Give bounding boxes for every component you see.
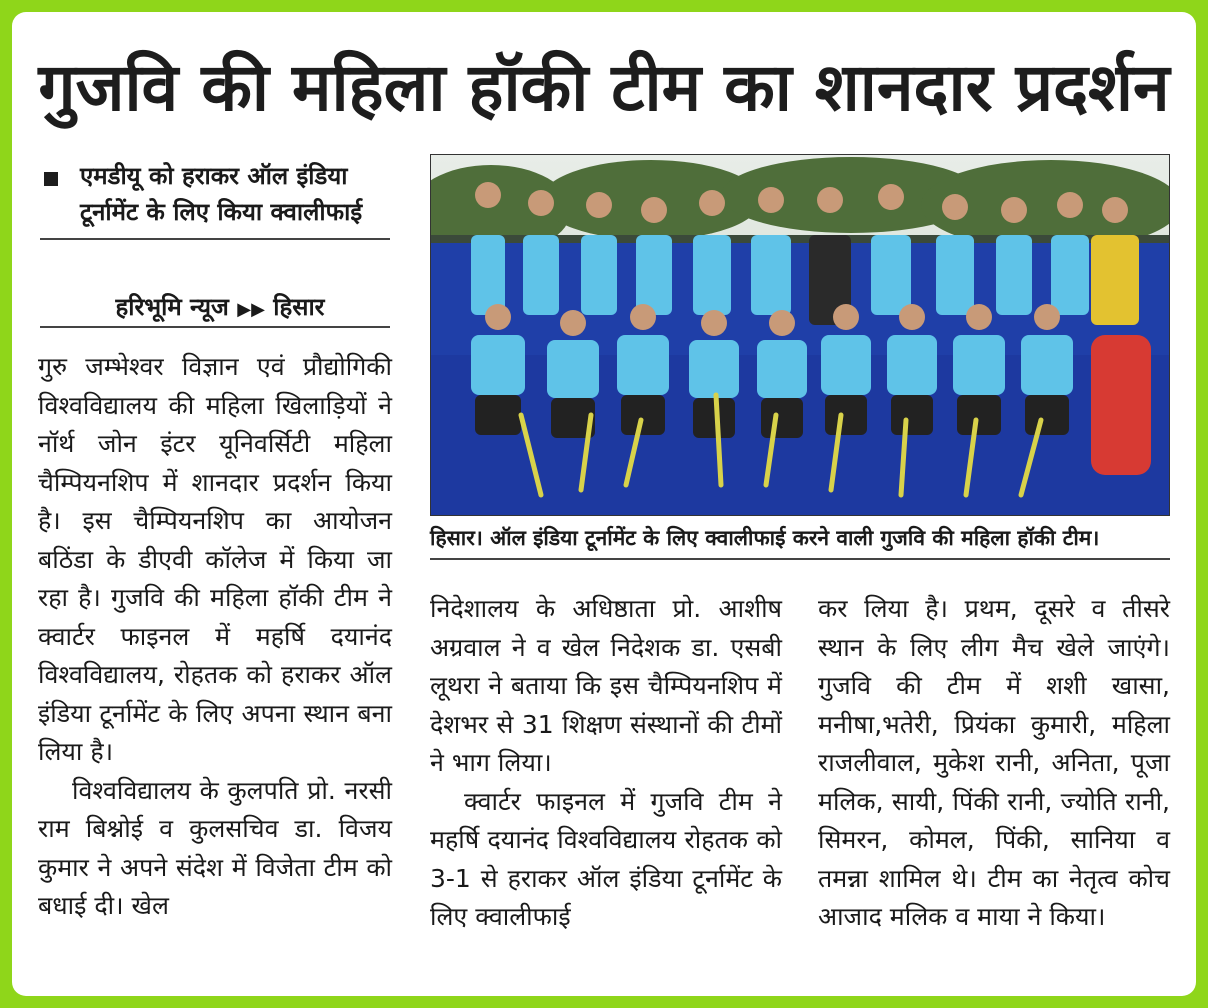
paragraph: कर लिया है। प्रथम, दूसरे व तीसरे स्थान के लिए लीग मैच खेले जाएंगे। गुजवि की टीम में शशी खासा, मनीषा,भतेरी, प्रियंका कुमारी, महिला राजलीवाल, मुकेश रानी, अनिता, पूजा मलिक, सायी, पिंकी रानी, ज्योति रानी, सिमरन, कोमल, पिंकी, सानिया व तमन्ना शामिल थे। टीम का नेतृत्व कोच आजाद मलिक व माया ने किया। (818, 594, 1170, 931)
double-arrow-icon: ▶▶ (237, 299, 265, 320)
byline-place: हिसार (273, 293, 325, 321)
subheadline-text: एमडीयू को हराकर ऑल इंडिया टूर्नामेंट के लिए किया क्वालीफाई (80, 162, 363, 226)
news-clipping (12, 12, 1196, 996)
paragraph: क्वार्टर फाइनल में गुजवि टीम ने महर्षि दयानंद विश्वविद्यालय रोहतक को 3-1 से हराकर ऑल इंडिया टूर्नामेंट के लिए क्वालीफाई (430, 786, 782, 931)
article-column-2 (430, 590, 782, 937)
paragraph: विश्वविद्यालय के कुलपति प्रो. नरसी राम बिश्नोई व कुलसचिव डा. विजय कुमार ने अपने संदेश में विजेता टीम को बधाई दी। खेल (38, 775, 392, 920)
divider (40, 238, 390, 240)
subheadline (40, 158, 400, 230)
paragraph: गुरु जम्भेश्वर विज्ञान एवं प्रौद्योगिकी विश्वविद्यालय की महिला खिलाड़ियों ने नॉर्थ जोन इंटर यूनिवर्सिटी महिला चैम्पियनशिप में शानदार प्रदर्शन किया है। इस चैम्पियनशिप का आयोजन बठिंडा के डीएवी कॉलेज में किया जा रहा है। गुजवि की महिला हॉकी टीम ने क्वार्टर फाइनल में महर्षि दयानंद विश्वविद्यालय, रोहतक को हराकर ऑल इंडिया टूर्नामेंट के लिए अपना स्थान बना लिया है। (38, 352, 392, 766)
team-photo-illustration (431, 155, 1169, 515)
divider (430, 558, 1170, 560)
headline: गुजवि की महिला हॉकी टीम का शानदार प्रदर्शन (38, 49, 1170, 126)
team-photo (430, 154, 1170, 516)
byline (40, 290, 400, 323)
byline-source: हरिभूमि न्यूज (115, 293, 229, 321)
divider (40, 326, 390, 328)
article-column-3 (818, 590, 1170, 937)
paragraph: निदेशालय के अधिष्ठाता प्रो. आशीष अग्रवाल ने व खेल निदेशक डा. एसबी लूथरा ने बताया कि इस चैम्पियनशिप में देशभर से 31 शिक्षण संस्थानों की टीमों ने भाग लिया। (430, 594, 782, 777)
photo-caption: हिसार। ऑल इंडिया टूर्नामेंट के लिए क्वालीफाई करने वाली गुजवि की महिला हॉकी टीम। (430, 526, 1100, 550)
article-column-1 (38, 348, 392, 926)
square-bullet-icon (44, 172, 58, 186)
